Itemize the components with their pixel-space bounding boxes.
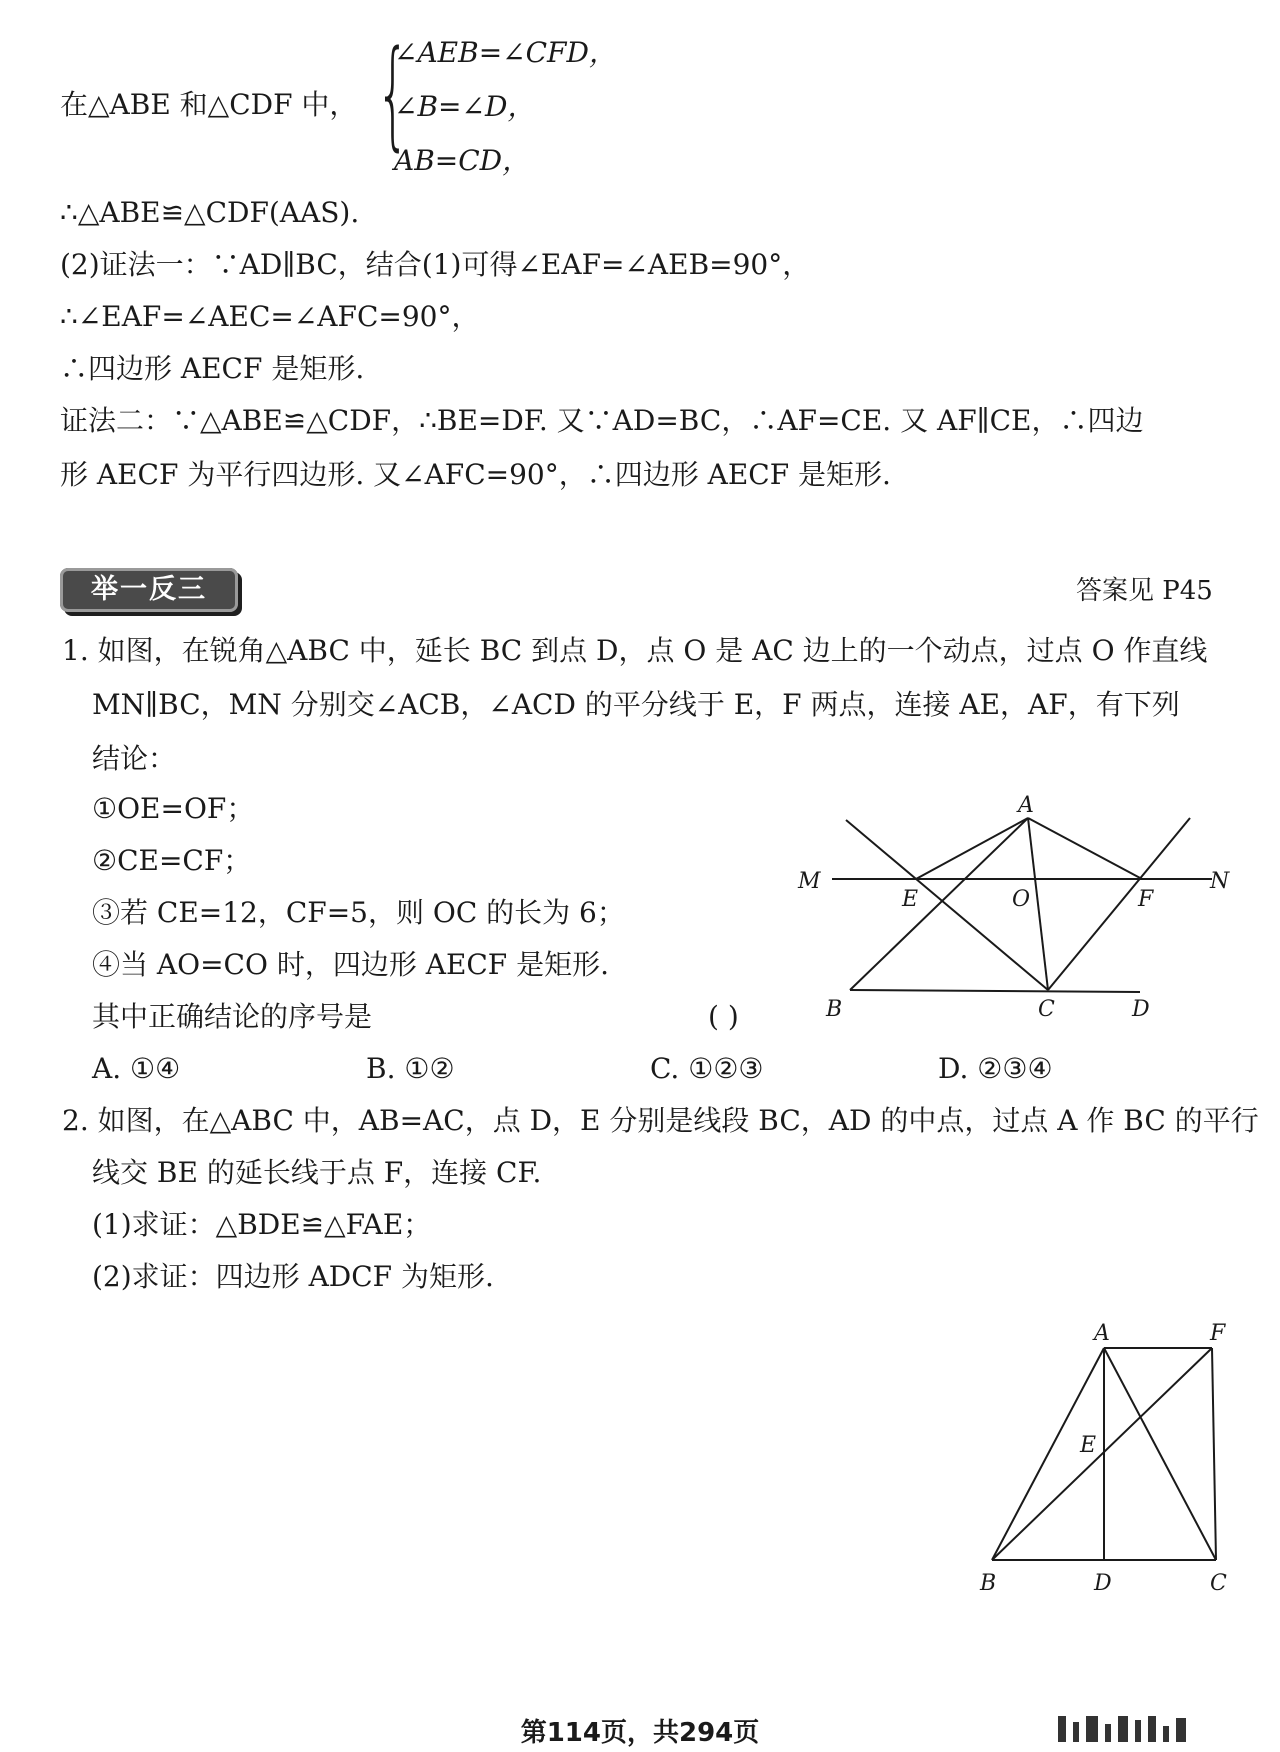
solution-line: ∴四边形 AECF 是矩形. [60, 352, 365, 385]
q1-answer-blank: ( ) [708, 1000, 739, 1033]
fig1-label-n: N [1210, 869, 1230, 894]
fig2-label-d: D [1094, 1571, 1112, 1596]
system-line: AB=CD， [394, 144, 531, 177]
q2-stem-line: 线交 BE 的延长线于点 F，连接 CF. [92, 1156, 542, 1189]
segment-ac [1104, 1348, 1216, 1560]
fig1-label-f: F [1138, 887, 1154, 912]
solution-line: 形 AECF 为平行四边形. 又∠AFC=90°，∴四边形 AECF 是矩形. [60, 458, 891, 491]
q1-stem-line: 结论： [92, 742, 177, 775]
system-line: ∠AEB=∠CFD， [394, 36, 617, 69]
fig1-label-b: B [826, 997, 843, 1022]
q1-conclusion: ②CE=CF； [92, 844, 252, 877]
q1-option-b: B. ①② [366, 1052, 455, 1085]
fig1-label-d: D [1132, 997, 1150, 1022]
q2-part: (2)求证：四边形 ADCF 为矩形. [92, 1260, 494, 1293]
fig2-label-f: F [1210, 1321, 1226, 1346]
fig1-label-m: M [798, 869, 821, 894]
fig1-label-a: A [1018, 793, 1034, 818]
system-brace: { [376, 24, 410, 162]
section-badge: 举一反三 [60, 568, 238, 612]
fig2-label-b: B [980, 1571, 997, 1596]
answer-reference: 答案见 P45 [1076, 576, 1213, 606]
system-intro: 在△ABE 和△CDF 中， [60, 88, 358, 121]
fig1-label-c: C [1038, 997, 1055, 1022]
q1-prompt: 其中正确结论的序号是 [92, 1000, 373, 1033]
fig1-label-e: E [902, 887, 919, 912]
fig2-label-e: E [1080, 1433, 1097, 1458]
q1-stem-line: 1. 如图，在锐角△ABC 中，延长 BC 到点 D，点 O 是 AC 边上的一个动点，过点 O 作直线 [62, 634, 1208, 667]
solution-line: ∴∠EAF=∠AEC=∠AFC=90°， [60, 300, 480, 333]
segment-fc [1212, 1348, 1216, 1560]
solution-line: (2)证法一：∵AD∥BC，结合(1)可得∠EAF=∠AEB=90°， [60, 248, 811, 281]
q1-conclusion: ③若 CE=12，CF=5，则 OC 的长为 6； [92, 896, 625, 929]
fig2-label-c: C [1210, 1571, 1227, 1596]
q1-option-a: A. ①④ [92, 1052, 181, 1085]
pager-bars-decoration [1058, 1716, 1193, 1742]
segment-bf [992, 1348, 1212, 1560]
q1-option-d: D. ②③④ [938, 1052, 1053, 1085]
page-indicator: 第114页，共294页 [520, 1718, 760, 1748]
q2-part: (1)求证：△BDE≌△FAE； [92, 1208, 432, 1241]
fig1-label-o: O [1012, 887, 1031, 912]
q1-option-c: C. ①②③ [650, 1052, 764, 1085]
q2-stem-line: 2. 如图，在△ABC 中，AB=AC，点 D，E 分别是线段 BC，AD 的中点，过点 A 作 BC 的平行 [62, 1104, 1259, 1137]
q1-conclusion: ④当 AO=CO 时，四边形 AECF 是矩形. [92, 948, 610, 981]
fig2-label-a: A [1094, 1321, 1110, 1346]
solution-line: 证法二：∵△ABE≌△CDF，∴BE=DF. 又∵AD=BC，∴AF=CE. 又 AF∥CE，∴四边 [60, 404, 1144, 437]
solution-line: ∴△ABE≌△CDF(AAS). [60, 196, 360, 229]
q1-stem-line: MN∥BC，MN 分别交∠ACB，∠ACD 的平分线于 E，F 两点，连接 AE，AF，有下列 [92, 688, 1180, 721]
q1-conclusion: ①OE=OF； [92, 792, 255, 825]
system-line: ∠B=∠D， [394, 90, 536, 123]
